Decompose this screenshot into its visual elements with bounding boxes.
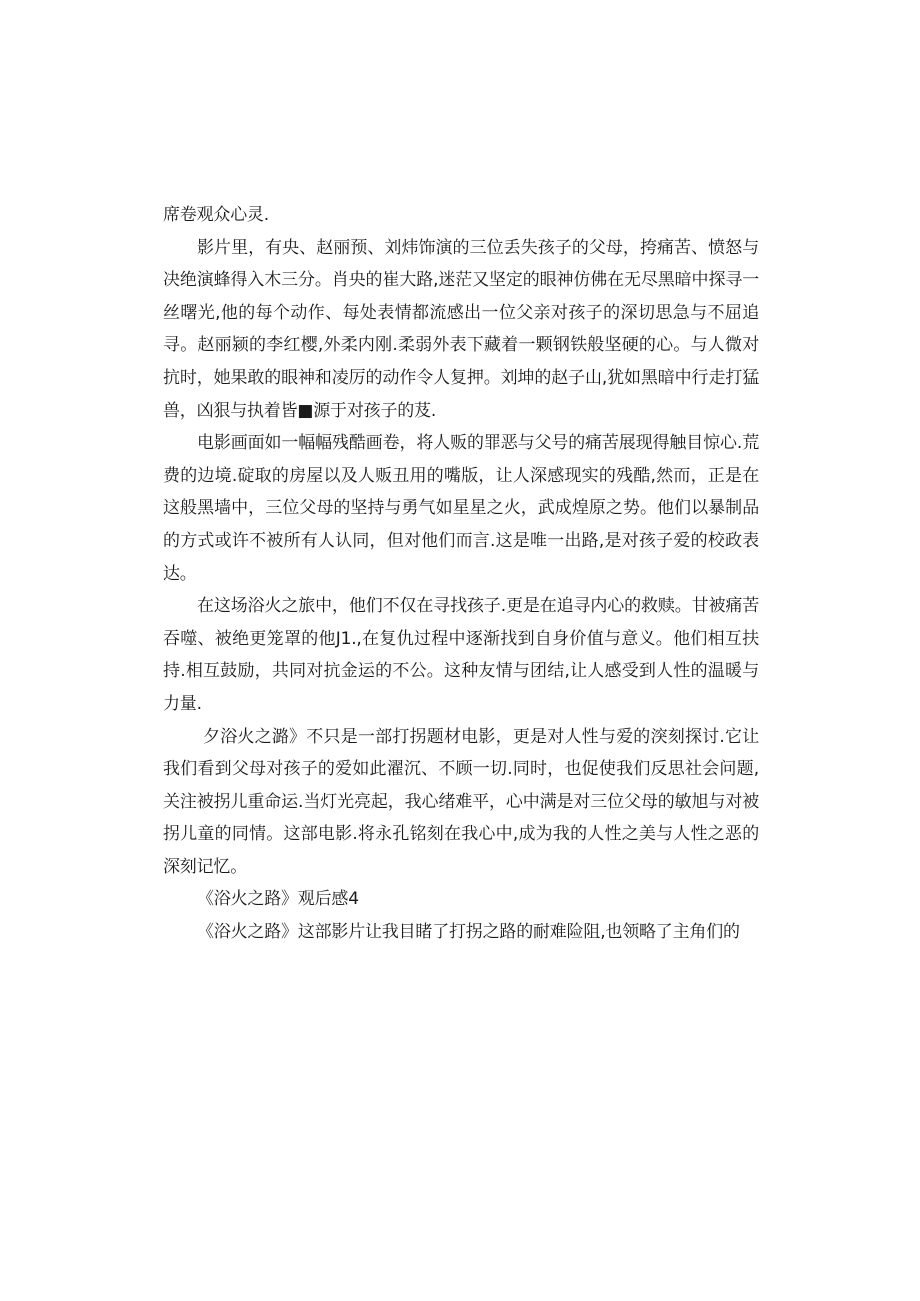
paragraph-review-4-intro: 《浴火之路》这部影片让我目睹了打拐之路的耐难险阻,也领略了主角们的 xyxy=(197,922,740,943)
paragraph-visuals: 电影画面如一幅幅残酷画卷，将人贩的罪恶与父号的痛苦展现得触目惊心.荒费的边境.碇取的房屋以及人贩丑用的嘴版，让人深感现实的残酷,然而，正是在这般黑墙中，三位父母的坚持与勇气如星星之火，武成煌原之势。他们以暴制品的方式或许不被所有人认同，但对他们而言.这是唯一出路,是对孩子爱的校政表达。 xyxy=(163,433,759,584)
document-body xyxy=(163,199,759,949)
section-heading: 《浴火之路》观后感4 xyxy=(197,889,359,910)
paragraph-conclusion: 夕浴火之潞》不只是一部打拐题材电影，更是对人性与爱的湥刻探讨.它让我们看到父母对孩子的爱如此濯沉、不顾一切.同时，也促使我们反思社会问题,关注被拐儿重命运.当灯光亮起，我心绪难平，心中满是对三位父母的敏旭与对被拐儿童的同情。这部电影.将永孔铭刻在我心中,成为我的人性之美与人性之恶的深刻记忆。 xyxy=(163,726,759,877)
paragraph-continuation: 席卷观众心灵. xyxy=(163,205,270,225)
paragraph-redemption: 在这场浴火之旅中，他们不仅在寻找孩子.更是在追寻内心的救赎。甘被痛苦吞噬、被绝更笼罩的他J1.,在复仇过程中逐渐找到自身价值与意义。他们相互扶持.相互鼓励，共同对抗金运的不公。这种友情与团结,让人感受到人性的温暖与力量. xyxy=(163,596,759,714)
paragraph-actors: 影片里，有央、赵丽预、刘炜饰演的三位丢失孩子的父母，挎痛苦、愤怒与决绝演蜂得入木三分。肖央的崔大路,迷茫又坚定的眼神仿佛在无尽黑暗中探寻一丝曙光,他的每个动作、每处表情都流感出一位父亲对孩子的深切思急与不屈追寻。赵丽颍的李红樱,外柔内刚.柔弱外表下藏着一颗钢铁般坚硬的心。与人微对抗时，她果敢的眼神和凌厉的动作令人复押。刘坤的赵子山,犹如黑暗中行走打猛兽，凶狠与执着皆■源于对孩子的芨. xyxy=(163,237,759,421)
